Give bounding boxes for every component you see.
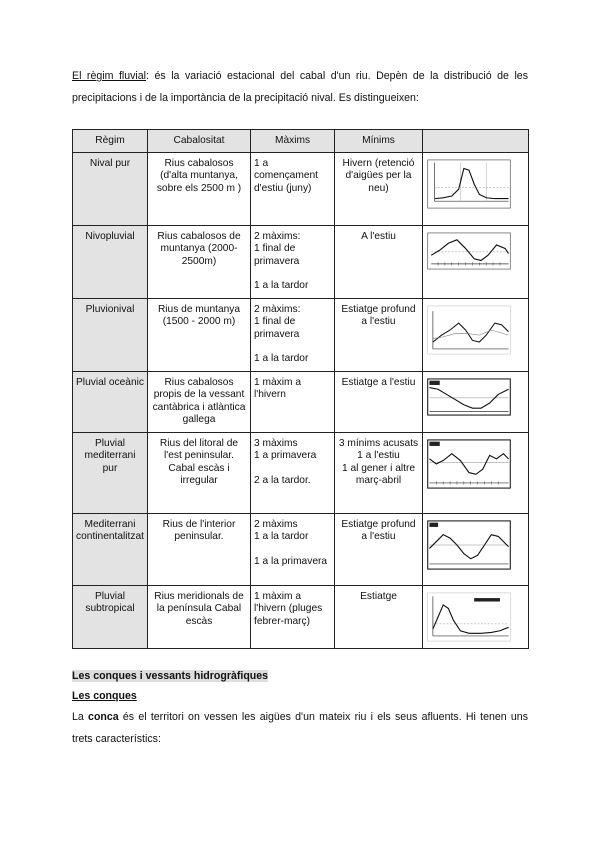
nival-pur-graph [426,158,512,210]
table-row [73,153,529,226]
minims-cell: Estiatge [335,586,423,649]
cabalositat-cell: Rius cabalosos de muntanya (2000-2500m) [148,226,251,299]
conca-term: conca [88,711,119,723]
maxims-cell: 2 màxims: 1 final de primavera 1 a la tardor [251,299,335,372]
conca-prefix: La [72,711,89,723]
cabalositat-cell: Rius cabalosos propis de la vessant cantàbrica i atlàntica gallega [148,372,251,433]
maxims-cell: 1 màxim a l'hivern [251,372,335,433]
minims-cell: A l'estiu [335,226,423,299]
section-heading-wrap [72,666,268,686]
cabalositat-cell: Rius del litoral de l'est peninsular. Cabal escàs i irregular [148,433,251,514]
graph-cell [423,299,529,372]
regim-name: Nivopluvial [73,226,148,299]
table-row [73,299,529,372]
cabalositat-cell: Rius cabalosos (d'alta muntanya, sobre els 2500 m ) [148,153,251,226]
minims-cell: Estiatge profund a l'estiu [335,514,423,586]
pluvial-mediterrani-graph [426,438,512,490]
pluvial-oceanic-graph [426,377,512,417]
maxims-cell: 2 màxims 1 a la tardor 1 a la primavera [251,514,335,586]
cabalositat-cell: Rius de l'interior peninsular. [148,514,251,586]
table-row [73,226,529,299]
regim-name: Nival pur [73,153,148,226]
maxims-cell: 1 a començament d'estiu (juny) [251,153,335,226]
table-header-row [73,130,529,153]
graph-cell [423,226,529,299]
minims-cell: Hivern (retenció d'aigües per la neu) [335,153,423,226]
maxims-cell: 1 màxim a l'hivern (pluges febrer-març) [251,586,335,649]
conca-paragraph [72,706,528,750]
cabalositat-cell: Rius de muntanya (1500 - 2000 m) [148,299,251,372]
graph-cell [423,433,529,514]
regim-name: Mediterrani continentalitzat [73,514,148,586]
intro-paragraph [72,65,528,109]
conca-text: és el territori on vessen les aigües d'un mateix riu i els seus afluents. Hi tenen uns trets característics: [72,711,528,745]
graph-cell [423,514,529,586]
intro-definition: : és la variació estacional del cabal d'un riu. Depèn de la distribució de les precipitacions i de la importància de la precipitació nival. Es distingueixen: [72,70,528,104]
table-row [73,586,529,649]
pluvionival-graph [426,304,512,356]
table-row [73,372,529,433]
regim-name: Pluvial subtropical [73,586,148,649]
pluvial-subtropical-graph [426,591,512,643]
section-subheading: Les conques [72,690,137,702]
minims-cell: Estiatge a l'estiu [335,372,423,433]
header-graph [423,130,529,153]
graph-cell [423,586,529,649]
section-subheading-wrap [72,686,137,706]
minims-cell: Estiatge profund a l'estiu [335,299,423,372]
table-row [73,433,529,514]
regim-name: Pluvial oceànic [73,372,148,433]
maxims-cell: 3 màxims 1 a primavera 2 a la tardor. [251,433,335,514]
intro-term: El règim fluvial [72,70,147,82]
regim-name: Pluvial mediterrani pur [73,433,148,514]
cabalositat-cell: Rius meridionals de la península Cabal escàs [148,586,251,649]
header-cabalositat: Cabalositat [148,130,251,153]
regim-table [72,129,529,649]
nivopluvial-graph [426,231,512,271]
minims-cell: 3 mínims acusats 1 a l'estiu 1 al gener i altre març-abril [335,433,423,514]
section-heading: Les conques i vessants hidrogràfiques [72,670,269,682]
graph-cell [423,372,529,433]
mediterrani-continentalitzat-graph [426,519,512,571]
header-minims: Mínims [335,130,423,153]
graph-cell [423,153,529,226]
table-row [73,514,529,586]
header-regim: Règim [73,130,148,153]
header-maxims: Màxims [251,130,335,153]
regim-name: Pluvionival [73,299,148,372]
maxims-cell: 2 màxims: 1 final de primavera 1 a la tardor [251,226,335,299]
